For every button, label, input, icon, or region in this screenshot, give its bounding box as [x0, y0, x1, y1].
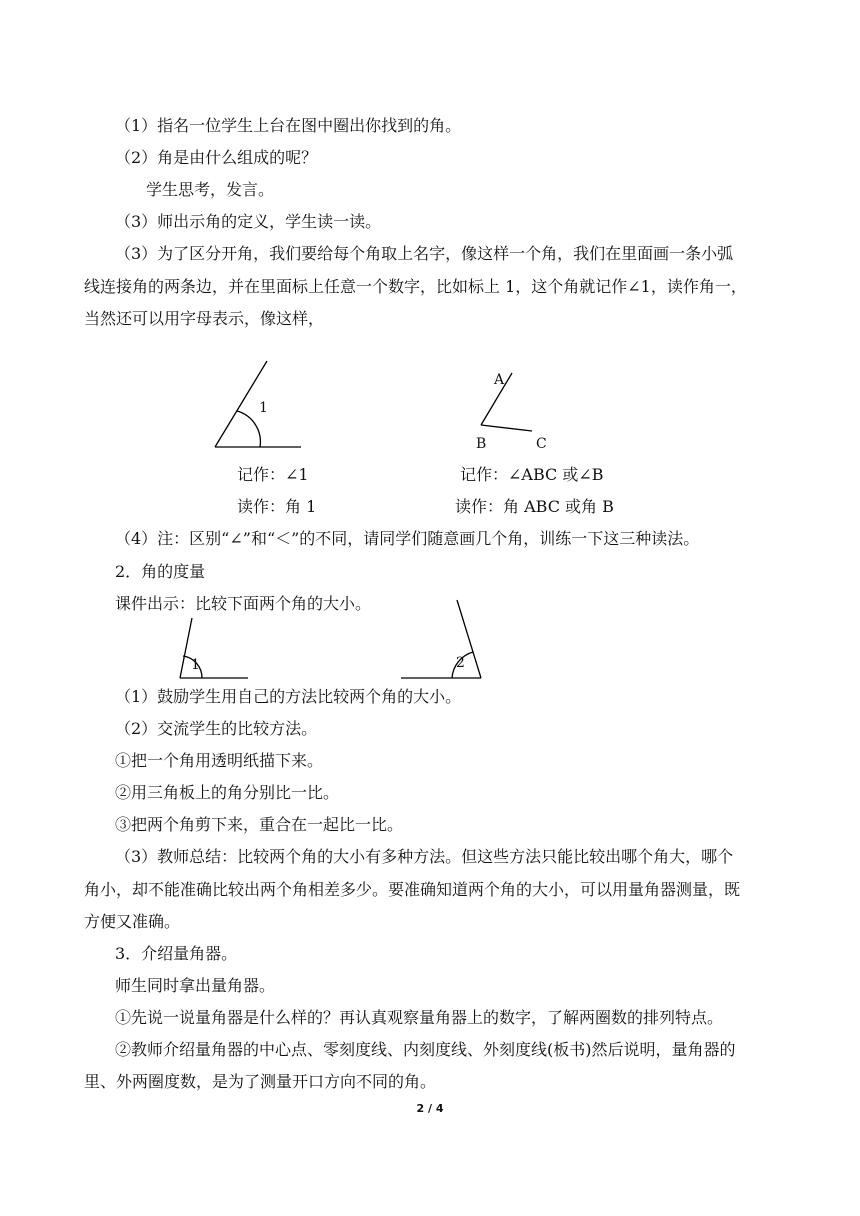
text-line: ①把一个角用透明纸描下来。 [115, 751, 324, 770]
angle-abc-reading: 读作：角 ABC 或角 B [455, 497, 614, 516]
vertex-c-label: C [536, 436, 547, 452]
text-line: 线连接角的两条边，并在里面标上任意一个数字，比如标上 1，这个角就记作∠1，读作角一， [84, 277, 747, 296]
angle-1-reading: 读作：角 1 [237, 497, 317, 516]
angle-1-notation: 记作：∠1 [237, 465, 309, 484]
compare-angle-2-label: 2 [456, 655, 465, 671]
text-line: 角小，却不能准确比较出两个角相差多少。要准确知道两个角的大小，可以用量角器测量，既 [84, 880, 741, 899]
text-line: （3）师出示角的定义，学生读一读。 [115, 212, 382, 231]
page-number: 2 / 4 [416, 1102, 444, 1115]
angle-abc-notation: 记作：∠ABC 或∠B [460, 465, 604, 484]
text-line: ③把两个角剪下来，重合在一起比一比。 [115, 815, 404, 834]
text-line: 师生同时拿出量角器。 [115, 976, 276, 995]
compare-angle-1-figure [170, 612, 260, 687]
angle-1-label: 1 [259, 400, 268, 416]
text-line: （1）鼓励学生用自己的方法比较两个角的大小。 [115, 687, 462, 706]
text-line: （2）角是由什么组成的呢？ [115, 148, 318, 167]
text-line: ②用三角板上的角分别比一比。 [115, 783, 340, 802]
text-line: （4）注：区别“∠”和“＜”的不同，请同学们随意画几个角，训练一下这三种读法。 [115, 529, 700, 548]
text-line: 方便又准确。 [84, 912, 181, 931]
vertex-a-label: A [494, 372, 505, 388]
text-line: （3）教师总结：比较两个角的大小有多种方法。但这些方法只能比较出哪个角大，哪个 [115, 847, 734, 866]
text-line: （3）为了区分开角，我们要给每个角取上名字，像这样一个角，我们在里面画一条小弧 [115, 244, 734, 263]
text-line: 课件出示：比较下面两个角的大小。 [115, 594, 372, 613]
angle-abc-figure [470, 365, 550, 440]
section-heading: 3．介绍量角器。 [115, 944, 238, 963]
compare-angle-1-label: 1 [191, 657, 200, 673]
vertex-b-label: B [476, 436, 487, 452]
text-line: （1）指名一位学生上台在图中圈出你找到的角。 [115, 116, 462, 135]
section-heading: 2．角的度量 [115, 562, 206, 581]
text-line: （2）交流学生的比较方法。 [115, 719, 318, 738]
text-line: 里、外两圈度数，是为了测量开口方向不同的角。 [84, 1072, 437, 1091]
text-line: 学生思考，发言。 [146, 180, 275, 199]
text-line: ①先说一说量角器是什么样的？再认真观察量角器上的数字，了解两圈数的排列特点。 [115, 1008, 724, 1027]
text-line: 当然还可以用字母表示，像这样， [84, 309, 325, 328]
text-line: ②教师介绍量角器的中心点、零刻度线、内刻度线、外刻度线(板书)然后说明，量角器的 [115, 1040, 736, 1059]
compare-angle-2-figure [395, 592, 490, 687]
